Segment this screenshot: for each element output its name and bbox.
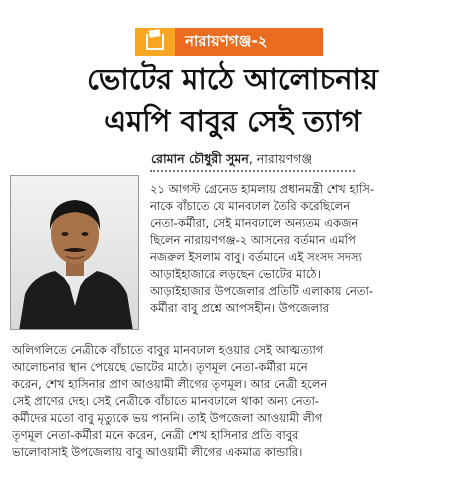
section-tag xyxy=(135,28,323,56)
body-line: আড়াইহাজার উপজেলার প্রতিটি এলাকায় নেতা- xyxy=(150,284,374,298)
body-line: নেতা-কর্মীরা, সেই মানবঢালে অন্যতম একজন xyxy=(150,216,359,230)
byline xyxy=(151,151,312,171)
portrait-illustration xyxy=(11,176,139,330)
body-line: করেন, শেখ হাসিনার প্রাণ আওয়ামী লীগের তৃণমূল। আর নেত্রী হলেন xyxy=(12,377,328,391)
body-line: আলোচনার স্থান পেয়েছে ভোটের মাঠে। তৃণমূল নেতা-কর্মীরা মনে xyxy=(12,360,308,374)
section-tag-label: নারায়ণগঞ্জ-২ xyxy=(175,28,323,56)
body-line: ভালোবাসাই উপজেলায় বাবু আওয়ামী লীগের একমাত্র কান্ডারি। xyxy=(12,445,303,459)
headline-line-1: ভোটের মাঠে আলোচনায় xyxy=(87,62,378,96)
byline-divider xyxy=(150,170,355,172)
body-line: তৃণমূল নেতা-কর্মীরা মনে করেন, নেত্রী শেখ হাসিনার প্রতি বাবুর xyxy=(12,428,299,442)
body-line: ২১ আগস্ট গ্রেনেড হামলায় প্রধানমন্ত্রী শেখ হাসি- xyxy=(150,182,375,196)
headline-line-2: এমপি বাবুর সেই ত্যাগ xyxy=(104,104,361,138)
body-line: সেই প্রাণের দেহ। সেই নেত্রীকে বাঁচাতে মানবঢালে থাকা অন্য নেতা- xyxy=(12,394,319,408)
body-line: কর্মীদের মতো বাবু মৃত্যুকে ভয় পাননি। তাই উপজেলা আওয়ামী লীগ xyxy=(12,411,323,425)
byline-location: , নারায়ণগঞ্জ xyxy=(248,151,313,166)
body-line: ছিলেন নারায়ণগঞ্জ-২ আসনের বর্তমান এমপি xyxy=(150,233,356,247)
body-line: নাকে বাঁচাতে যে মানবঢাল তৈরি করেছিলেন xyxy=(150,199,351,213)
body-line: নজরুল ইসলাম বাবু। বর্তমানে এই সংসদ সদস্য xyxy=(150,250,363,264)
ballot-box-icon xyxy=(135,28,175,56)
portrait-photo xyxy=(10,175,139,330)
byline-author: রোমান চৌধুরী সুমন xyxy=(151,151,249,166)
article-body-full-width xyxy=(12,342,460,461)
body-line: অলিগলিতে নেত্রীকে বাঁচাতে বাবুর মানবঢাল হওয়ার সেই আত্মত্যাগ xyxy=(12,343,324,357)
body-line: কর্মীরা বাবু প্রশ্নে আপসহীন। উপজেলার xyxy=(150,301,330,315)
body-line: আড়াইহাজারে লড়ছেন ভোটের মাঠে। xyxy=(150,267,321,281)
article-body-right-column xyxy=(150,181,460,317)
